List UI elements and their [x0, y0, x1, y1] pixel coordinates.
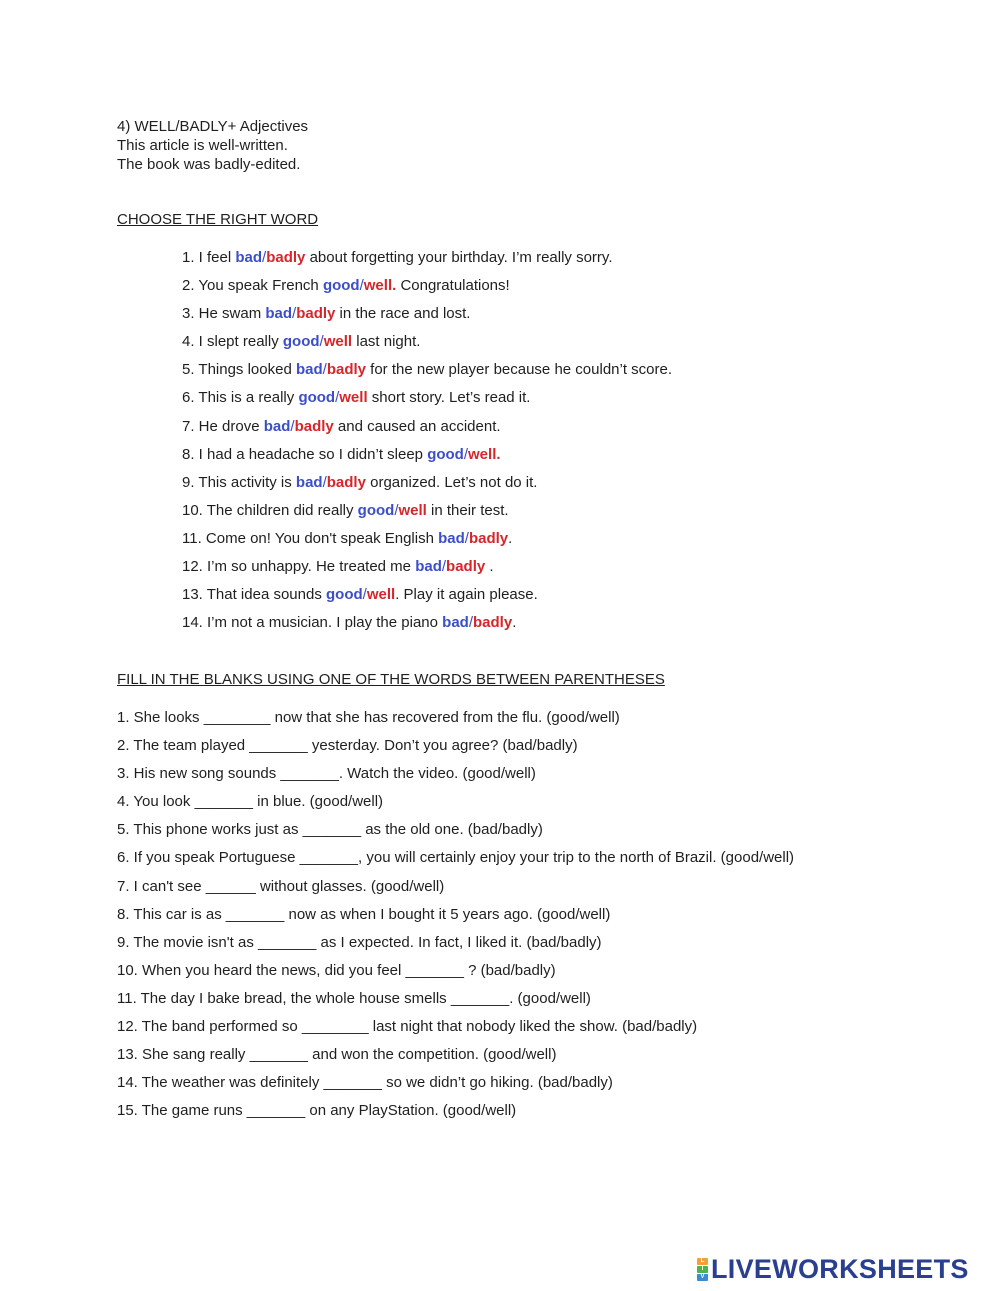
choose-item — [182, 248, 672, 276]
item-text-before: 7. He drove — [182, 417, 264, 435]
option-a[interactable]: bad — [295, 473, 323, 491]
item-text-before: 2. You speak French — [182, 277, 323, 295]
fill-item: 4. You look _______ in blue. (good/well) — [117, 793, 384, 811]
option-a[interactable]: bad — [263, 417, 291, 435]
item-text-after: . — [512, 614, 517, 632]
option-separator: / — [362, 586, 367, 604]
fill-item: 11. The day I bake bread, the whole house smells _______. (good/well) — [117, 989, 591, 1007]
item-text-before: 14. I’m not a musician. I play the piano — [182, 614, 443, 632]
choose-item — [182, 332, 672, 360]
choose-item — [182, 445, 672, 473]
item-text-before: 4. I slept really — [182, 333, 283, 351]
option-b[interactable]: well — [366, 586, 396, 604]
item-text-before: 13. That idea sounds — [182, 586, 326, 604]
logo-icon — [697, 1258, 708, 1281]
fill-item: 10. When you heard the news, did you feel _______ ? (bad/badly) — [117, 961, 556, 979]
choose-item — [182, 613, 672, 641]
item-text-after: about forgetting your birthday. I’m really sorry. — [305, 249, 613, 266]
option-b[interactable]: well — [398, 501, 427, 519]
section-heading-fill: FILL IN THE BLANKS USING ONE OF THE WORDS BETWEEN PARENTHESES — [117, 671, 665, 688]
fill-item: 12. The band performed so ________ last night that nobody liked the show. (bad/badly) — [117, 1018, 698, 1036]
option-separator: / — [463, 445, 469, 463]
choose-item — [182, 360, 672, 388]
fill-item: 8. This car is as _______ now as when I bought it 5 years ago. (good/well) — [117, 905, 611, 923]
fill-item: 9. The movie isn't as _______ as I expected. In fact, I liked it. (bad/badly) — [117, 933, 602, 951]
choose-item — [182, 304, 672, 332]
item-text-after: short story. Let’s read it. — [367, 389, 531, 407]
fill-item: 7. I can't see ______ without glasses. (good/well) — [117, 877, 445, 895]
fill-blanks-list — [117, 708, 794, 1129]
item-text-before: 6. This is a really — [182, 389, 299, 407]
option-b[interactable]: badly — [326, 361, 366, 379]
item-text-after: Congratulations! — [396, 277, 510, 295]
option-a[interactable]: bad — [265, 305, 293, 323]
fill-item: 15. The game runs _______ on any PlayStation. (good/well) — [117, 1102, 517, 1120]
option-a[interactable]: good — [322, 277, 360, 295]
item-text-after: and caused an accident. — [333, 417, 501, 435]
choose-item — [182, 388, 672, 416]
option-a[interactable]: good — [427, 445, 464, 463]
option-b[interactable]: badly — [473, 614, 513, 632]
option-b[interactable]: well — [323, 333, 353, 351]
logo-icon-block: I — [697, 1266, 708, 1273]
option-b[interactable]: well. — [363, 277, 397, 295]
option-separator: / — [441, 558, 447, 576]
choose-item — [182, 557, 672, 585]
option-b[interactable]: badly — [294, 417, 334, 435]
item-text-after: last night. — [352, 333, 421, 351]
option-separator: / — [394, 501, 399, 519]
item-text-after: . — [508, 529, 513, 547]
item-text-after: in the race and lost. — [335, 305, 471, 323]
option-separator: / — [464, 529, 469, 547]
fill-item: 5. This phone works just as _______ as the old one. (bad/badly) — [117, 821, 543, 839]
fill-item: 14. The weather was definitely _______ so we didn’t go hiking. (bad/badly) — [117, 1074, 613, 1092]
option-b[interactable]: badly — [266, 249, 306, 266]
option-a[interactable]: good — [357, 501, 395, 519]
option-separator: / — [468, 614, 473, 632]
item-text-before: 5. Things looked — [182, 361, 296, 379]
item-text-after: . Play it again please. — [395, 586, 538, 604]
logo-icon-block: V — [697, 1274, 708, 1281]
choose-item — [182, 585, 672, 613]
item-text-after: for the new player because he couldn’t score. — [366, 361, 673, 379]
option-a[interactable]: bad — [438, 529, 465, 547]
choose-item — [182, 417, 672, 445]
item-text-before: 3. He swam — [182, 305, 266, 323]
option-separator: / — [322, 361, 327, 379]
option-a[interactable]: good — [326, 586, 363, 604]
option-a[interactable]: good — [298, 389, 336, 407]
option-b[interactable]: badly — [296, 305, 336, 323]
item-text-before: 9. This activity is — [182, 473, 296, 491]
intro-title: 4) WELL/BADLY+ Adjectives — [117, 118, 309, 135]
fill-item: 3. His new song sounds _______. Watch the video. (good/well) — [117, 765, 536, 783]
option-b[interactable]: badly — [468, 529, 509, 547]
option-b[interactable]: well. — [468, 445, 501, 463]
choose-word-list — [182, 248, 672, 641]
item-text-after: organized. Let’s not do it. — [365, 473, 538, 491]
option-separator: / — [290, 417, 295, 435]
option-a[interactable]: bad — [442, 614, 469, 632]
option-separator: / — [319, 333, 324, 351]
item-text-after: . — [485, 558, 494, 576]
choose-item — [182, 501, 672, 529]
option-separator: / — [335, 389, 340, 407]
logo-icon-block: L — [697, 1258, 708, 1265]
option-separator: / — [322, 473, 327, 491]
option-a[interactable]: bad — [235, 249, 263, 266]
fill-item: 2. The team played _______ yesterday. Don’t you agree? (bad/badly) — [117, 737, 578, 755]
item-text-before: 8. I had a headache so I didn’t sleep — [182, 445, 428, 463]
section-heading-choose: CHOOSE THE RIGHT WORD — [117, 211, 319, 228]
option-a[interactable]: bad — [415, 558, 442, 576]
item-text-after: in their test. — [426, 501, 509, 519]
choose-item — [182, 529, 672, 557]
item-text-before: 11. Come on! You don't speak English — [182, 529, 439, 547]
option-separator: / — [292, 305, 297, 323]
item-text-before: 10. The children did really — [182, 501, 358, 519]
logo-text: LIVEWORKSHEETS — [711, 1253, 969, 1284]
option-b[interactable]: badly — [446, 558, 486, 576]
option-b[interactable]: badly — [326, 473, 366, 491]
option-separator: / — [262, 249, 267, 266]
item-text-before: 1. I feel — [182, 249, 236, 266]
fill-item: 6. If you speak Portuguese _______, you will certainly enjoy your trip to the north of Brazil. (good/well) — [117, 849, 795, 867]
option-separator: / — [359, 277, 364, 295]
intro-block — [117, 117, 308, 174]
liveworksheets-logo — [697, 1254, 969, 1284]
choose-item — [182, 276, 672, 304]
item-text-before: 12. I’m so unhappy. He treated me — [182, 558, 416, 576]
choose-item — [182, 473, 672, 501]
option-b[interactable]: well — [339, 389, 368, 407]
option-a[interactable]: good — [282, 333, 320, 351]
fill-item: 13. She sang really _______ and won the competition. (good/well) — [117, 1046, 557, 1064]
fill-item: 1. She looks ________ now that she has recovered from the flu. (good/well) — [117, 709, 620, 726]
option-a[interactable]: bad — [295, 361, 323, 379]
intro-example-2: The book was badly-edited. — [117, 156, 301, 173]
intro-example-1: This article is well-written. — [117, 137, 288, 154]
